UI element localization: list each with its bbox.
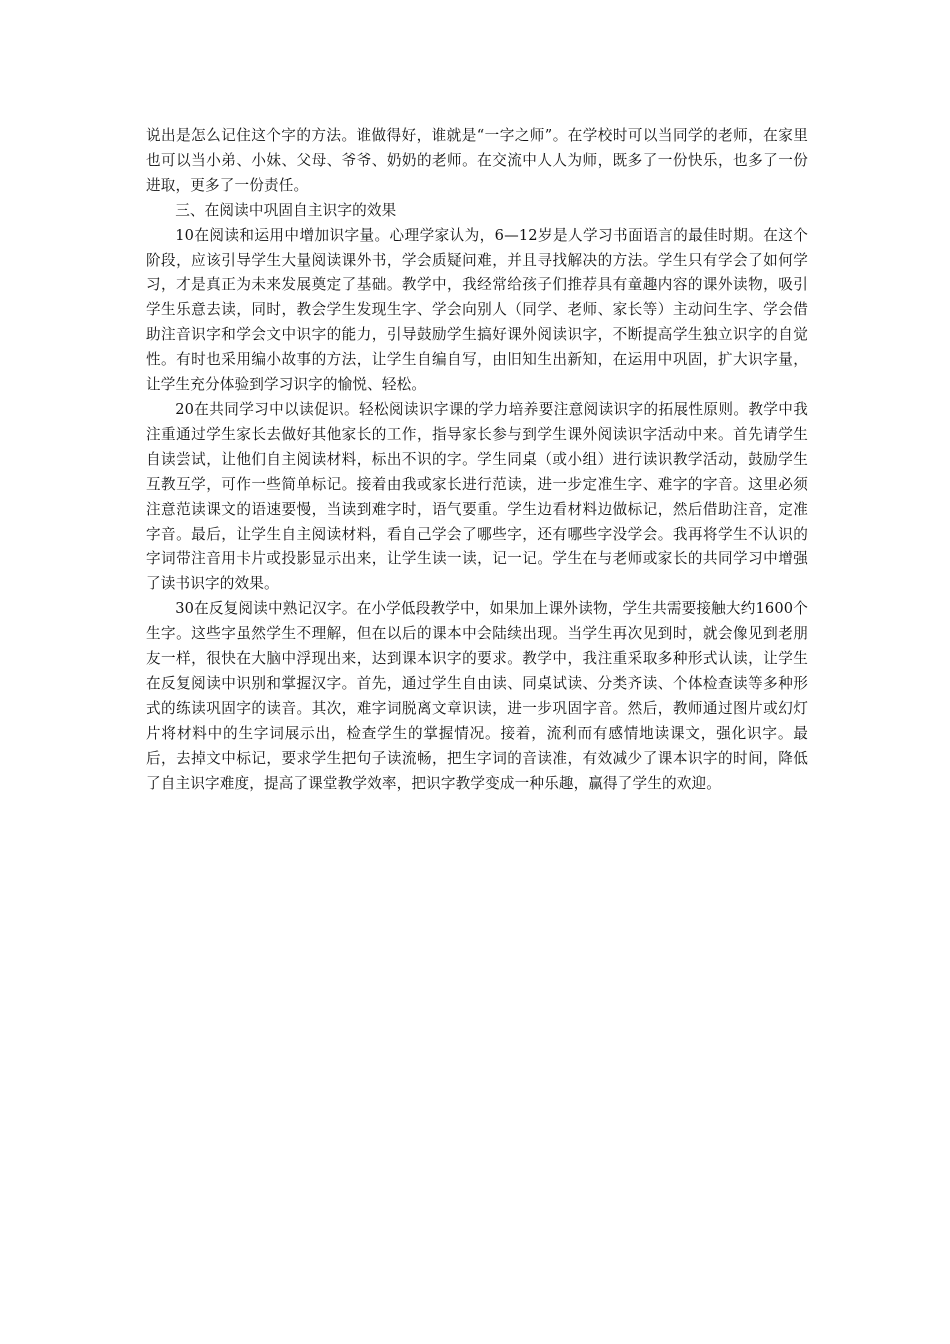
paragraph-continuation: 说出是怎么记住这个字的方法。谁做得好，谁就是“一字之师”。在学校时可以当同学的老师，在家里也可以当小弟、小妹、父母、爷爷、奶奶的老师。在交流中人人为师，既多了一份快乐，也多了一份进取，更多了一份责任。 — [146, 127, 808, 194]
document-body — [146, 124, 808, 796]
section-heading: 三、在阅读中巩固自主识字的效果 — [175, 201, 397, 219]
paragraph-reading-application: 10在阅读和运用中增加识字量。心理学家认为，6—12岁是人学习书面语言的最佳时期。在这个阶段，应该引导学生大量阅读课外书，学会质疑问难，并且寻找解决的方法。学生只有学会了如何学习，才是真正为未来发展奠定了基础。教学中，我经常给孩子们推荐具有童趣内容的课外读物，吸引学生乐意去读，同时，教会学生发现生字、学会向别人（同学、老师、家长等）主动问生字、学会借助注音识字和学会文中识字的能力，引导鼓励学生搞好课外阅读识字，不断提高学生独立识字的自觉性。有时也采用编小故事的方法，让学生自编自写，由旧知生出新知，在运用中巩固，扩大识字量，让学生充分体验到学习识字的愉悦、轻松。 — [146, 226, 808, 394]
paragraph-repeated-reading: 30在反复阅读中熟记汉字。在小学低段教学中，如果加上课外读物，学生共需要接触大约1600个生字。这些字虽然学生不理解，但在以后的课本中会陆续出现。当学生再次见到时，就会像见到老朋友一样，很快在大脑中浮现出来，达到课本识字的要求。教学中，我注重采取多种形式认读，让学生在反复阅读中识别和掌握汉字。首先，通过学生自由读、同桌试读、分类齐读、个体检查读等多种形式的练读巩固字的读音。其次，难字词脱离文章识读，进一步巩固字音。然后，教师通过图片或幻灯片将材料中的生字词展示出，检查学生的掌握情况。接着，流利而有感情地读课文，强化识字。最后，去掉文中标记，要求学生把句子读流畅，把生字词的音读准，有效减少了课本识字的时间，降低了自主识字难度，提高了课堂教学效率，把识字教学变成一种乐趣，赢得了学生的欢迎。 — [146, 600, 808, 792]
paragraph-shared-learning: 20在共同学习中以读促识。轻松阅读识字课的学力培养要注意阅读识字的拓展性原则。教学中我注重通过学生家长去做好其他家长的工作，指导家长参与到学生课外阅读识字活动中来。首先请学生自读尝试，让他们自主阅读材料，标出不识的字。学生同桌（或小组）进行读识教学活动，鼓励学生互教互学，可作一些简单标记。接着由我或家长进行范读，进一步定准生字、难字的字音。这里必须注意范读课文的语速要慢，当读到难字时，语气要重。学生边看材料边做标记，然后借助注音，定准字音。最后，让学生自主阅读材料，看自己学会了哪些字，还有哪些字没学会。我再将学生不认识的字词带注音用卡片或投影显示出来，让学生读一读，记一记。学生在与老师或家长的共同学习中增强了读书识字的效果。 — [146, 400, 808, 593]
